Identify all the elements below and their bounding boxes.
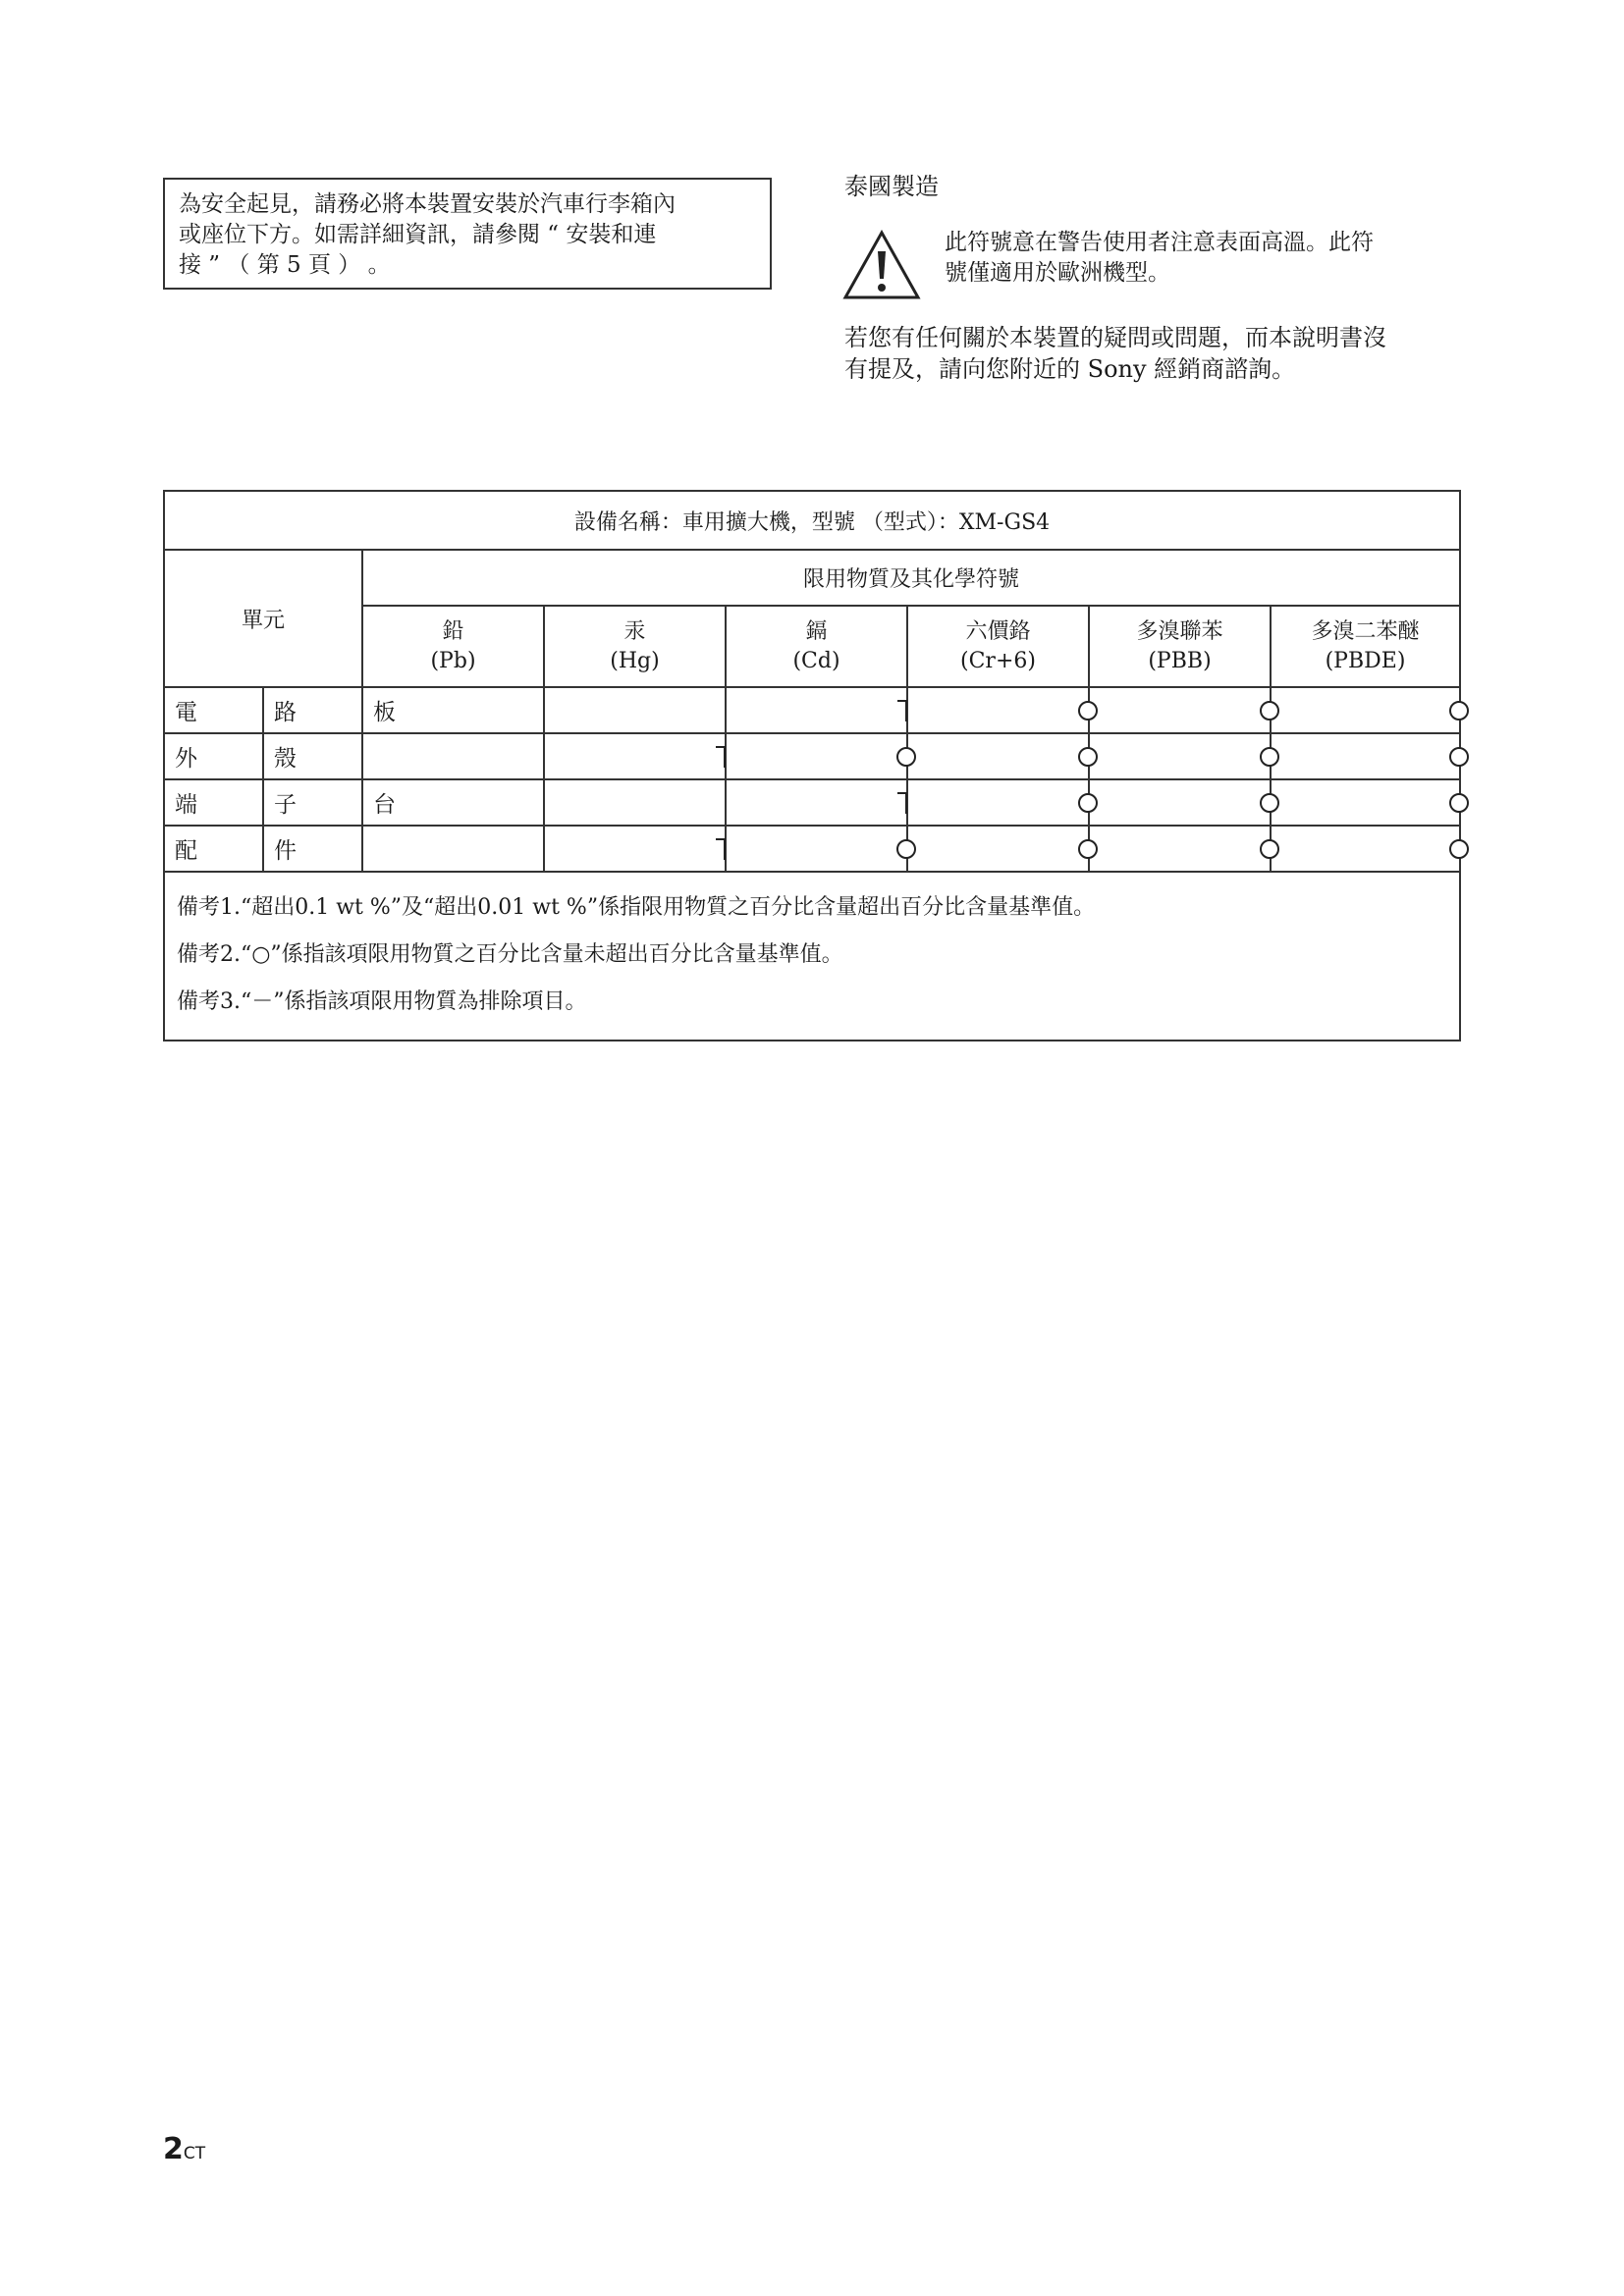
table-notes [164, 872, 1460, 1041]
safety-note-line: 為安全起見，請務必將本裝置安裝於汽車行李箱內 [179, 191, 676, 217]
value-cell [1271, 733, 1460, 779]
value-cell [1089, 687, 1271, 733]
unit-char: 板 [362, 687, 544, 733]
unit-char: 台 [362, 779, 544, 826]
unit-char: 件 [263, 826, 362, 872]
safety-note-box [163, 178, 772, 290]
value-cell [1271, 687, 1460, 733]
note-line: 備考3.“－”係指該項限用物質為排除項目。 [177, 989, 587, 1014]
safety-note-line: 或座位下方。如需詳細資訊，請參閱 “ 安裝和連 [179, 222, 657, 247]
compliant-mark [1449, 839, 1469, 859]
warning-line: 號僅適用於歐洲機型。 [945, 260, 1170, 286]
compliant-mark [1449, 747, 1469, 767]
unit-char: 子 [263, 779, 362, 826]
compliant-mark [1449, 793, 1469, 813]
safety-note-line: 接 ” （ 第 5 頁 ） 。 [179, 252, 391, 278]
table-row [164, 779, 1460, 826]
value-cell [726, 733, 907, 779]
page-number: 2 [163, 2132, 184, 2166]
unit-char: 殼 [263, 733, 362, 779]
contact-paragraph [844, 322, 1443, 385]
table-row [164, 733, 1460, 779]
value-cell [726, 779, 907, 826]
value-cell [1271, 826, 1460, 872]
value-cell [1271, 779, 1460, 826]
page-footer [163, 2132, 205, 2166]
unit-char: 電 [164, 687, 263, 733]
compliant-mark [1449, 701, 1469, 721]
warning-line: 此符號意在警告使用者注意表面高溫。此符 [945, 230, 1374, 255]
warning-triangle-icon [842, 230, 921, 300]
table-caption: 設備名稱：車用擴大機，型號 （型式）：XM-GS4 [164, 491, 1460, 550]
value-cell [726, 687, 907, 733]
contact-line: 有提及，請向您附近的 Sony 經銷商諮詢。 [844, 355, 1296, 383]
substance-group-header: 限用物質及其化學符號 [362, 550, 1460, 606]
restricted-substances-table [163, 490, 1461, 1041]
unit-char [362, 826, 544, 872]
value-cell [907, 826, 1089, 872]
unit-char: 配 [164, 826, 263, 872]
hot-surface-warning [945, 228, 1435, 289]
substance-header: 鉛 (Pb) [362, 606, 544, 687]
note-line: 備考1.“超出0.1 wt %”及“超出0.01 wt %”係指限用物質之百分比含量超出百分比含量基準值。 [177, 895, 1096, 920]
unit-char: 外 [164, 733, 263, 779]
value-cell [1089, 826, 1271, 872]
unit-header: 單元 [164, 550, 362, 687]
unit-char: 端 [164, 779, 263, 826]
page-suffix: CT [183, 2144, 206, 2163]
made-in-label: 泰國製造 [844, 173, 939, 200]
substance-header: 多溴二苯醚 (PBDE) [1271, 606, 1460, 687]
substance-header: 汞 (Hg) [544, 606, 726, 687]
unit-char [362, 733, 544, 779]
contact-line: 若您有任何關於本裝置的疑問或問題，而本說明書沒 [844, 324, 1386, 351]
unit-char: 路 [263, 687, 362, 733]
substance-header: 鎘 (Cd) [726, 606, 907, 687]
value-cell [544, 733, 726, 779]
value-cell [1089, 733, 1271, 779]
value-cell [544, 779, 726, 826]
value-cell [544, 826, 726, 872]
table-row [164, 826, 1460, 872]
value-cell [907, 687, 1089, 733]
substance-header: 六價鉻 (Cr+6) [907, 606, 1089, 687]
value-cell [1089, 779, 1271, 826]
substance-header: 多溴聯苯 (PBB) [1089, 606, 1271, 687]
table-row [164, 687, 1460, 733]
value-cell [907, 733, 1089, 779]
value-cell [726, 826, 907, 872]
value-cell [907, 779, 1089, 826]
note-line: 備考2.“○”係指該項限用物質之百分比含量未超出百分比含量基準值。 [177, 942, 843, 967]
value-cell [544, 687, 726, 733]
